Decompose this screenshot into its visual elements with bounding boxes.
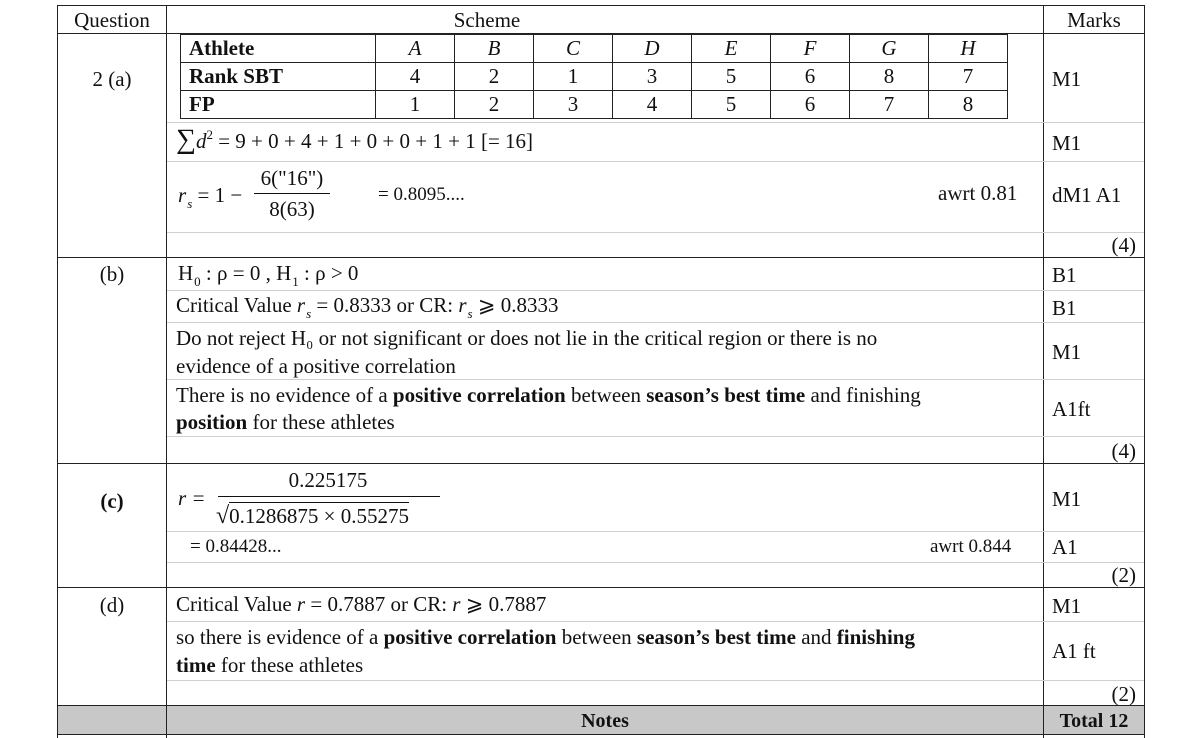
- fp-cell: 4: [613, 91, 692, 119]
- cv-or: or CR:: [390, 592, 448, 616]
- rs-sub: s: [187, 196, 193, 211]
- sum-symbol: ∑: [176, 124, 196, 155]
- row-divider: [167, 562, 1144, 563]
- r-result: = 0.84428...: [190, 536, 282, 557]
- cr-sub: s: [467, 306, 473, 321]
- critical-value-d: [176, 592, 546, 616]
- rank-cell: 8: [850, 63, 929, 91]
- header-marks: Marks: [1067, 8, 1121, 32]
- rs-numerator: 6("16"): [260, 166, 324, 190]
- fp-cell: 6: [771, 91, 850, 119]
- mark: M1: [1052, 131, 1082, 155]
- text-run-bold: positive correlation: [392, 383, 566, 407]
- total-marks: Total 12: [1059, 710, 1129, 732]
- critical-value-b: [176, 293, 558, 320]
- rs-var: r: [178, 183, 187, 207]
- cv-sub: s: [306, 306, 312, 321]
- cv-val: = 0.8333: [316, 293, 392, 317]
- mark: M1: [1052, 594, 1082, 618]
- rs-denominator: 8(63): [269, 197, 315, 221]
- fp-cell: 5: [692, 91, 771, 119]
- cv-val: = 0.7887: [310, 592, 386, 616]
- sum-d-squared: [176, 124, 534, 156]
- rank-cell: 1: [534, 63, 613, 91]
- header-question: Question: [74, 8, 150, 32]
- right-border: [1144, 5, 1145, 738]
- cv-or: or CR:: [396, 293, 454, 317]
- text-run-bold: season’s best time: [636, 625, 796, 649]
- table-row: [181, 35, 1008, 63]
- mark: B1: [1052, 263, 1077, 287]
- row-divider: [167, 232, 1144, 233]
- part-c-label: (c): [100, 489, 124, 513]
- hypotheses: [178, 261, 358, 288]
- mark: B1: [1052, 296, 1077, 320]
- table-row: [181, 91, 1008, 119]
- notes-heading: Notes: [581, 710, 629, 732]
- mark: A1ft: [1052, 397, 1091, 421]
- athlete-cell: D: [613, 35, 692, 63]
- cr-val: ⩾ 0.7887: [465, 592, 547, 616]
- part-d-total: (2): [1111, 682, 1136, 706]
- athlete-cell: A: [376, 35, 455, 63]
- h1-rest: : ρ > 0: [304, 261, 359, 285]
- sqrt-symbol: √: [216, 503, 230, 529]
- part-b-label: (b): [99, 262, 125, 286]
- part-b-bottom-border: [57, 463, 1145, 464]
- part-c-total: (2): [1111, 563, 1136, 587]
- reject-line-2: evidence of a positive correlation: [176, 354, 456, 378]
- fp-cell: 2: [455, 91, 534, 119]
- athlete-cell: G: [850, 35, 929, 63]
- r-numerator: 0.225175: [288, 468, 368, 492]
- mark: M1: [1052, 67, 1082, 91]
- h1-sub: 1: [292, 274, 299, 289]
- notes-bar-left: [58, 706, 166, 734]
- text-run: between: [565, 383, 647, 407]
- rank-table: [180, 34, 1008, 119]
- rank-cell: 7: [929, 63, 1008, 91]
- h0-sub: 0: [194, 274, 201, 289]
- r-denominator: [216, 504, 409, 528]
- cr-val: ⩾ 0.8333: [477, 293, 559, 317]
- sum-rhs: = 9 + 0 + 4 + 1 + 0 + 0 + 1 + 1 [= 16]: [218, 129, 534, 153]
- row-label: Athlete: [181, 35, 376, 63]
- rs-result: = 0.8095....: [378, 184, 465, 205]
- text-run-bold: season’s best time: [646, 383, 806, 407]
- table-top-border: [57, 5, 1145, 6]
- question-column-divider: [166, 5, 167, 738]
- cv-var: r: [296, 592, 306, 616]
- evidence-line-1: [176, 625, 915, 649]
- fp-cell: 7: [850, 91, 929, 119]
- part-c-bottom-border: [57, 587, 1145, 588]
- athlete-cell: F: [771, 35, 850, 63]
- athlete-cell: E: [692, 35, 771, 63]
- fraction-bar: [254, 193, 330, 194]
- text-run-bold: time: [176, 653, 216, 677]
- text-run: and finishing: [805, 383, 921, 407]
- athlete-cell: H: [929, 35, 1008, 63]
- part-b-total: (4): [1111, 439, 1136, 463]
- text-run: and: [795, 625, 837, 649]
- sum-exp: 2: [206, 127, 213, 142]
- fp-cell: 1: [376, 91, 455, 119]
- cv-var: r: [296, 293, 306, 317]
- mark: M1: [1052, 487, 1082, 511]
- text-run-bold: position: [176, 410, 248, 434]
- rank-cell: 2: [455, 63, 534, 91]
- fp-cell: 8: [929, 91, 1008, 119]
- mark: A1 ft: [1052, 639, 1096, 663]
- rs-fraction: [254, 165, 330, 222]
- part-a-total: (4): [1111, 233, 1136, 257]
- marks-column-divider: [1043, 5, 1044, 738]
- cv-prefix: Critical Value: [176, 293, 292, 317]
- h0: H: [178, 261, 194, 285]
- part-a-label: 2 (a): [92, 67, 132, 91]
- athlete-cell: B: [455, 35, 534, 63]
- row-divider: [167, 531, 1144, 532]
- notes-bottom-border: [57, 734, 1145, 735]
- reject-line-1: Do not reject H₀ or not significant or does not lie in the critical region or there is no: [176, 326, 878, 350]
- row-divider: [167, 379, 1144, 380]
- conclusion-line-2: [176, 410, 395, 434]
- text-run: for these athletes: [247, 410, 395, 434]
- h1: H: [276, 261, 292, 285]
- row-divider: [167, 122, 1144, 123]
- text-run: for these athletes: [215, 653, 364, 677]
- sum-var: d: [195, 129, 207, 153]
- rs-prefix: = 1 −: [197, 183, 243, 207]
- part-a-awrt: awrt 0.81: [938, 181, 1018, 205]
- row-divider: [167, 161, 1144, 162]
- row-divider: [167, 322, 1144, 323]
- mark: M1: [1052, 340, 1082, 364]
- text-run-bold: positive correlation: [383, 625, 557, 649]
- text-run: There is no evidence of a: [176, 383, 393, 407]
- text-run: so there is evidence of a: [176, 625, 384, 649]
- athlete-cell: C: [534, 35, 613, 63]
- fp-cell: 3: [534, 91, 613, 119]
- rank-cell: 6: [771, 63, 850, 91]
- rank-cell: 3: [613, 63, 692, 91]
- part-d-label: (d): [99, 593, 125, 617]
- row-label: FP: [181, 91, 376, 119]
- row-divider: [167, 290, 1144, 291]
- part-c-awrt: awrt 0.844: [930, 536, 1012, 557]
- row-divider: [167, 680, 1144, 681]
- conclusion-line-1: [176, 383, 921, 407]
- h0-rest: : ρ = 0 ,: [205, 261, 271, 285]
- r-prefix: r =: [178, 486, 206, 510]
- mark: A1: [1052, 535, 1078, 559]
- rs-label: [178, 183, 242, 210]
- evidence-line-2: [176, 653, 363, 677]
- rank-cell: 5: [692, 63, 771, 91]
- mark: dM1 A1: [1052, 183, 1122, 207]
- r-denominator-text: 0.1286875 × 0.55275: [229, 504, 410, 528]
- fraction-bar: [218, 496, 440, 497]
- rank-cell: 4: [376, 63, 455, 91]
- cr-var: r: [458, 293, 467, 317]
- cr-var: r: [452, 592, 461, 616]
- part-a-bottom-border: [57, 257, 1145, 258]
- cv-prefix: Critical Value: [176, 592, 292, 616]
- left-border: [57, 5, 58, 738]
- row-label: Rank SBT: [181, 63, 376, 91]
- text-run-bold: finishing: [836, 625, 915, 649]
- row-divider: [167, 436, 1144, 437]
- row-divider: [167, 621, 1144, 622]
- header-scheme: Scheme: [453, 8, 521, 32]
- text-run: between: [556, 625, 637, 649]
- table-row: [181, 63, 1008, 91]
